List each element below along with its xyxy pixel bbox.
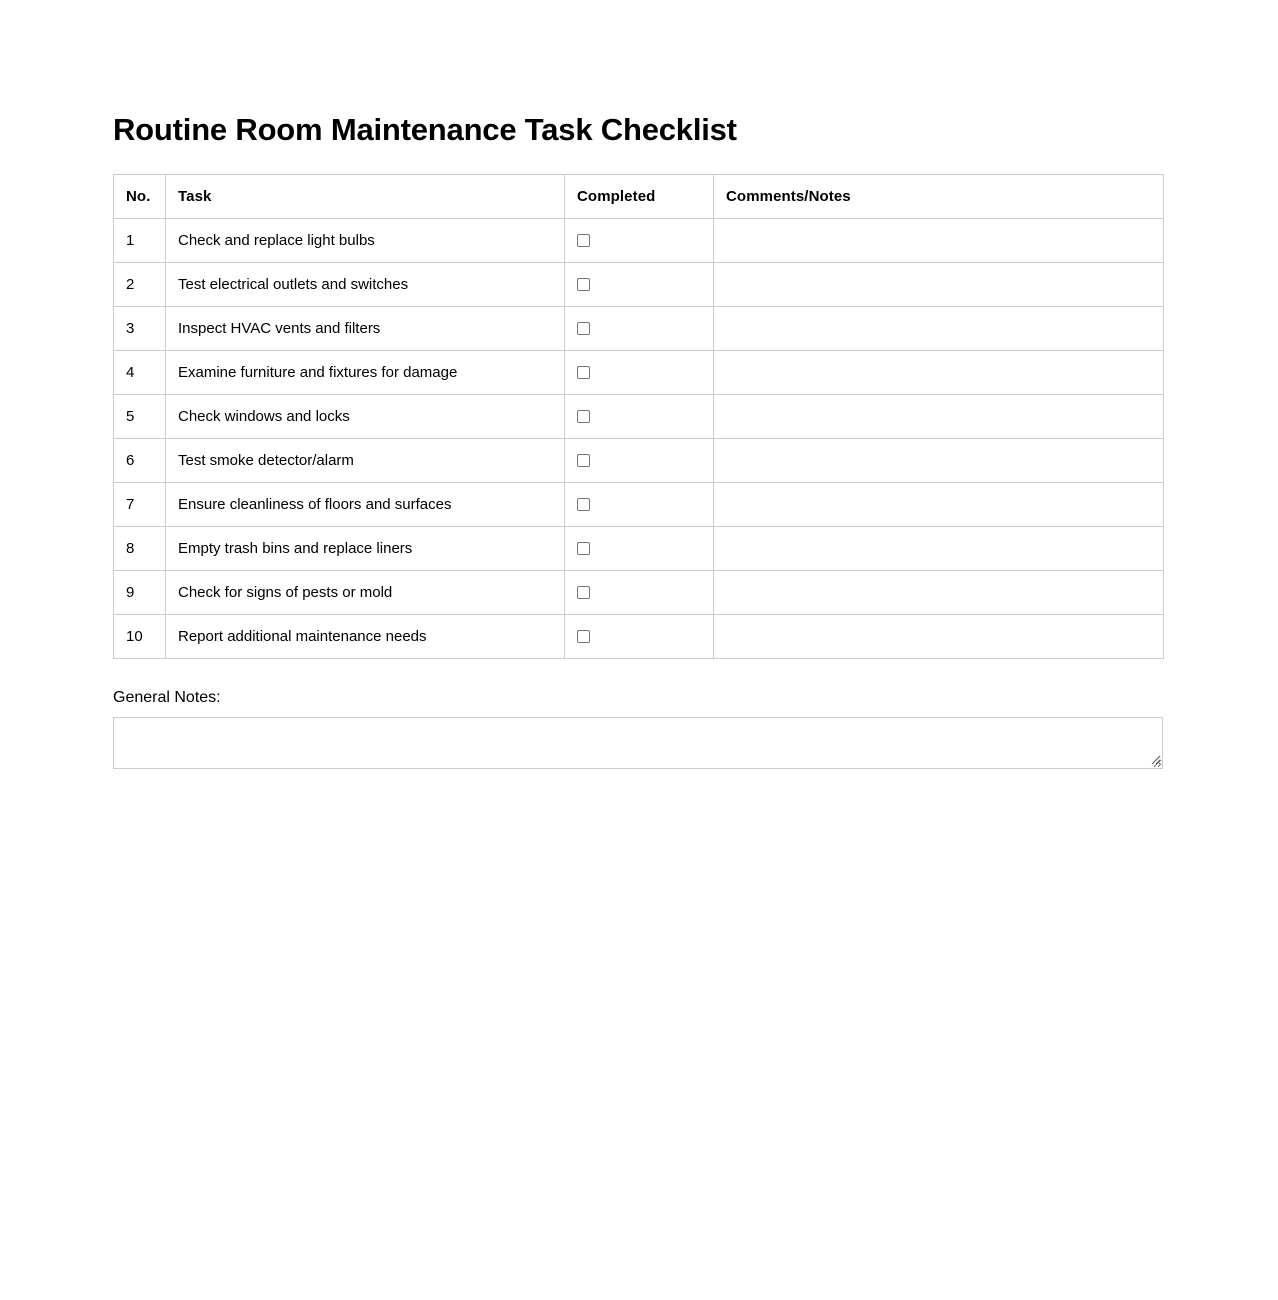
general-notes-input[interactable] xyxy=(113,717,1163,769)
cell-no: 4 xyxy=(114,351,166,395)
cell-completed xyxy=(565,439,714,483)
checkbox-icon[interactable] xyxy=(577,322,590,335)
table-row xyxy=(114,351,1164,395)
cell-no: 9 xyxy=(114,571,166,615)
cell-completed xyxy=(565,307,714,351)
cell-task: Test electrical outlets and switches xyxy=(166,263,565,307)
cell-completed xyxy=(565,263,714,307)
cell-no: 1 xyxy=(114,219,166,263)
checkbox-icon[interactable] xyxy=(577,586,590,599)
cell-task: Ensure cleanliness of floors and surfaces xyxy=(166,483,565,527)
cell-comments[interactable] xyxy=(714,351,1164,395)
column-header-completed: Completed xyxy=(565,175,714,219)
cell-completed xyxy=(565,571,714,615)
cell-comments[interactable] xyxy=(714,439,1164,483)
checkbox-icon[interactable] xyxy=(577,454,590,467)
cell-comments[interactable] xyxy=(714,307,1164,351)
maintenance-checklist-table xyxy=(113,174,1164,659)
table-row xyxy=(114,527,1164,571)
cell-no: 2 xyxy=(114,263,166,307)
checkbox-icon[interactable] xyxy=(577,542,590,555)
cell-no: 3 xyxy=(114,307,166,351)
cell-task: Inspect HVAC vents and filters xyxy=(166,307,565,351)
cell-comments[interactable] xyxy=(714,571,1164,615)
cell-completed xyxy=(565,483,714,527)
cell-no: 7 xyxy=(114,483,166,527)
cell-comments[interactable] xyxy=(714,219,1164,263)
table-header-row xyxy=(114,175,1164,219)
checkbox-icon[interactable] xyxy=(577,366,590,379)
checkbox-icon[interactable] xyxy=(577,410,590,423)
cell-completed xyxy=(565,615,714,659)
cell-no: 8 xyxy=(114,527,166,571)
table-row xyxy=(114,263,1164,307)
table-header xyxy=(114,175,1164,219)
table-row xyxy=(114,395,1164,439)
cell-completed xyxy=(565,351,714,395)
checkbox-icon[interactable] xyxy=(577,630,590,643)
table-row xyxy=(114,615,1164,659)
cell-no: 6 xyxy=(114,439,166,483)
cell-completed xyxy=(565,395,714,439)
cell-task: Empty trash bins and replace liners xyxy=(166,527,565,571)
cell-no: 10 xyxy=(114,615,166,659)
table-row xyxy=(114,571,1164,615)
cell-task: Check windows and locks xyxy=(166,395,565,439)
cell-task: Check for signs of pests or mold xyxy=(166,571,565,615)
cell-task: Test smoke detector/alarm xyxy=(166,439,565,483)
column-header-no: No. xyxy=(114,175,166,219)
cell-task: Report additional maintenance needs xyxy=(166,615,565,659)
cell-no: 5 xyxy=(114,395,166,439)
column-header-task: Task xyxy=(166,175,565,219)
table-row xyxy=(114,439,1164,483)
checkbox-icon[interactable] xyxy=(577,234,590,247)
cell-comments[interactable] xyxy=(714,263,1164,307)
cell-task: Examine furniture and fixtures for damage xyxy=(166,351,565,395)
checkbox-icon[interactable] xyxy=(577,278,590,291)
cell-comments[interactable] xyxy=(714,395,1164,439)
cell-comments[interactable] xyxy=(714,483,1164,527)
general-notes-label: General Notes: xyxy=(113,689,221,706)
column-header-comments: Comments/Notes xyxy=(714,175,1164,219)
checkbox-icon[interactable] xyxy=(577,498,590,511)
cell-completed xyxy=(565,219,714,263)
table-row xyxy=(114,483,1164,527)
cell-comments[interactable] xyxy=(714,615,1164,659)
page-title: Routine Room Maintenance Task Checklist xyxy=(113,112,737,147)
cell-comments[interactable] xyxy=(714,527,1164,571)
table-row xyxy=(114,219,1164,263)
table-row xyxy=(114,307,1164,351)
cell-task: Check and replace light bulbs xyxy=(166,219,565,263)
cell-completed xyxy=(565,527,714,571)
table-body xyxy=(114,219,1164,659)
